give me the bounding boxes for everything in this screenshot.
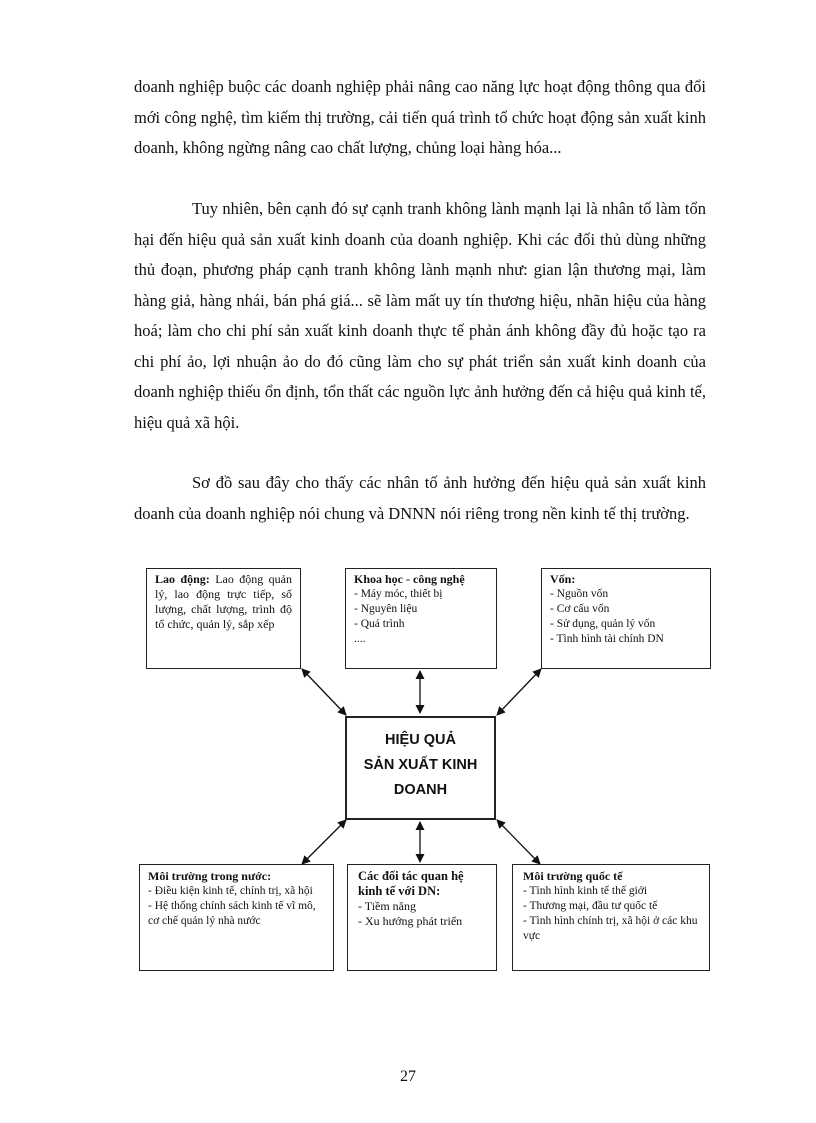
international-environment-box [512, 864, 710, 971]
paragraph-3: Sơ đồ sau đây cho thấy các nhân tố ảnh hưởng đến hiệu quả sản xuất kinh doanh của doanh nghiệp nói chung và DNNN nói riêng trong nền kinh tế thị trường. [134, 473, 706, 523]
arrow-capital [497, 669, 541, 715]
labor-box [146, 568, 301, 669]
paragraph-1: doanh nghiệp buộc các doanh nghiệp phải nâng cao năng lực hoạt động thông qua đổi mới công nghệ, tìm kiếm thị trường, cải tiến quá trình tổ chức hoạt động sản xuất kinh doanh, không ngừng nâng cao chất lượng, chủng loại hàng hóa... [134, 77, 706, 157]
domestic-item: - Điều kiện kinh tế, chính trị, xã hội [148, 885, 313, 897]
arrow-domestic [302, 820, 346, 864]
science-item: - Nguyên liệu [354, 603, 418, 615]
partners-item: - Tiềm năng [358, 899, 417, 913]
international-title: Môi trường quốc tế [523, 869, 623, 883]
center-efficiency-box [345, 716, 496, 820]
domestic-environment-box [139, 864, 334, 971]
international-item: - Thương mại, đầu tư quốc tế [523, 900, 658, 912]
science-technology-box [345, 568, 497, 669]
science-item: - Quá trình [354, 618, 405, 630]
science-item: - Máy móc, thiết bị [354, 588, 443, 600]
international-item: - Tình hình chính trị, xã hội ở các khu vực [523, 915, 698, 942]
center-line-3: DOANH [393, 782, 448, 798]
labor-title: Lao động: [155, 572, 210, 586]
arrow-international [497, 820, 540, 864]
science-title: Khoa học - công nghệ [354, 572, 465, 586]
arrow-labor [302, 669, 346, 715]
paragraph-2: Tuy nhiên, bên cạnh đó sự cạnh tranh không lành mạnh lại là nhân tố làm tổn hại đến hiệu quả sản xuất kinh doanh của doanh nghiệp. Khi các đối thủ dùng những thủ đoạn, phương pháp cạnh tranh không lành mạnh như: gian lận thương mại, làm hàng giả, hàng nhái, bán phá giá... sẽ làm mất uy tín thương hiệu, nhãn hiệu của hàng hoá; làm cho chi phí sản xuất kinh doanh thực tế phản ánh không đầy đủ hoặc tạo ra chi phí ảo, lợi nhuận ảo do đó cũng làm cho sự phát triển sản xuất kinh doanh của doanh nghiệp thiếu ổn định, tổn thất các nguồn lực ảnh hưởng đến cả hiệu quả kinh tế, hiệu quả xã hội. [134, 199, 706, 432]
international-item: - Tình hình kinh tế thế giới [523, 885, 648, 897]
center-line-1: HIỆU QUẢ [385, 732, 456, 748]
page-number: 27 [400, 1068, 416, 1085]
center-line-2: SẢN XUẤT KINH [363, 757, 478, 773]
capital-item: - Nguồn vốn [550, 588, 609, 600]
labor-text: Lao động quản lý, lao động trực tiếp, số lượng, chất lượng, trình độ tổ chức, quản lý, sắp xếp [155, 572, 292, 631]
capital-box [541, 568, 711, 669]
capital-item: - Cơ cấu vốn [550, 603, 610, 615]
capital-item: - Sử dụng, quản lý vốn [550, 618, 656, 630]
partners-box [347, 864, 497, 971]
partners-title: Các đối tác quan hệ kinh tế với DN: [358, 869, 464, 898]
capital-item: - Tình hình tài chính DN [550, 633, 664, 645]
science-item: .... [354, 633, 366, 645]
domestic-item: - Hệ thống chính sách kinh tế vĩ mô, cơ chế quản lý nhà nước [148, 900, 316, 927]
capital-title: Vốn: [550, 572, 576, 586]
labor-content [155, 572, 292, 632]
domestic-title: Môi trường trong nước: [148, 869, 272, 883]
partners-item: - Xu hướng phát triển [358, 914, 463, 928]
